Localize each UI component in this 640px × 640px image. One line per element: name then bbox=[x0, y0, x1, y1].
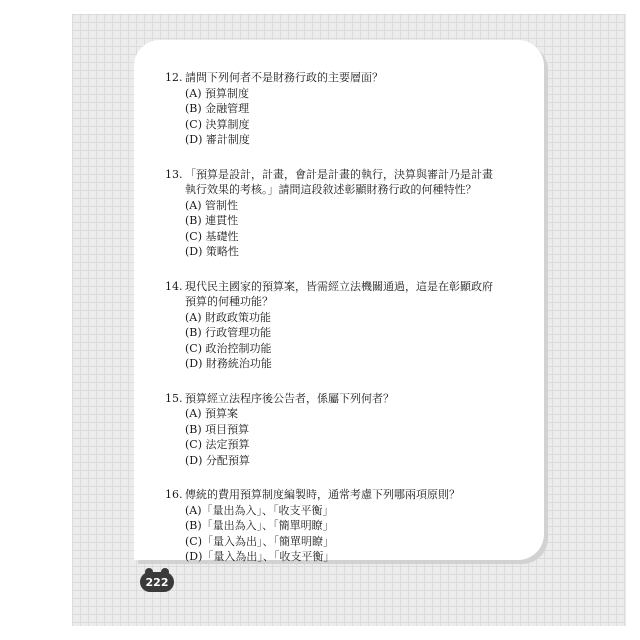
option-b[interactable]: (B) 行政管理功能 bbox=[185, 326, 272, 339]
option-a[interactable]: (A) 財政政策功能 bbox=[185, 310, 272, 324]
option-list bbox=[185, 503, 495, 565]
option-b[interactable]: (B) 項目預算 bbox=[185, 422, 250, 436]
question-text: 請問下列何者不是財務行政的主要層面？ bbox=[185, 71, 383, 84]
option-list bbox=[185, 86, 495, 148]
option-c[interactable]: (C) 法定預算 bbox=[185, 438, 250, 451]
question-text: 現代民主國家的預算案，皆需經立法機關通過，這是在彰顯政府預算的何種功能？ bbox=[185, 279, 493, 308]
question-list bbox=[165, 70, 495, 584]
question-16 bbox=[165, 487, 495, 565]
question-number: 13. bbox=[165, 167, 183, 181]
option-d[interactable]: (D) 財務統治功能 bbox=[185, 357, 272, 370]
option-a[interactable]: (A) 預算案 bbox=[185, 407, 239, 420]
option-c[interactable]: (C) 政治控制功能 bbox=[185, 341, 272, 355]
option-list bbox=[185, 310, 495, 372]
question-stem bbox=[165, 279, 495, 310]
option-list bbox=[185, 406, 495, 468]
option-d[interactable]: (D) 策略性 bbox=[185, 245, 239, 258]
option-c[interactable]: (C) 基礎性 bbox=[185, 229, 239, 243]
question-text: 「預算是設計，計畫，會計是計畫的執行，決算與審計乃是計畫執行效果的考核。」請問這段敘述彰顯財務行政的何種特性？ bbox=[185, 167, 493, 196]
question-text: 預算經立法程序後公告者，係屬下列何者？ bbox=[185, 391, 394, 405]
option-c[interactable]: (C) 決算制度 bbox=[185, 117, 250, 131]
question-number: 12. bbox=[165, 71, 183, 84]
page-number: 222 bbox=[145, 575, 169, 589]
question-14 bbox=[165, 279, 495, 372]
question-stem bbox=[165, 167, 495, 198]
option-b[interactable]: (B)「量出為入」、「簡單明瞭」 bbox=[185, 519, 334, 532]
question-stem bbox=[165, 70, 495, 86]
question-13 bbox=[165, 167, 495, 260]
option-d[interactable]: (D)「量入為出」、「收支平衡」 bbox=[185, 550, 335, 563]
option-b[interactable]: (B) 金融管理 bbox=[185, 102, 250, 115]
option-c[interactable]: (C)「量入為出」、「簡單明瞭」 bbox=[185, 534, 334, 548]
option-list bbox=[185, 198, 495, 260]
option-a[interactable]: (A) 預算制度 bbox=[185, 86, 250, 100]
option-d[interactable]: (D) 審計制度 bbox=[185, 133, 250, 146]
option-a[interactable]: (A) 管制性 bbox=[185, 198, 239, 212]
question-stem bbox=[165, 487, 495, 503]
question-number: 14. bbox=[165, 279, 183, 293]
question-12 bbox=[165, 70, 495, 148]
page-number-badge bbox=[140, 572, 174, 592]
option-b[interactable]: (B) 連貫性 bbox=[185, 214, 239, 227]
question-15 bbox=[165, 391, 495, 469]
option-d[interactable]: (D) 分配預算 bbox=[185, 453, 250, 467]
question-stem bbox=[165, 391, 495, 407]
question-number: 16. bbox=[165, 488, 183, 501]
question-text: 傳統的費用預算制度編製時，通常考慮下列哪兩項原則？ bbox=[185, 488, 460, 501]
question-number: 15. bbox=[165, 391, 183, 405]
option-a[interactable]: (A)「量出為入」、「收支平衡」 bbox=[185, 503, 334, 517]
